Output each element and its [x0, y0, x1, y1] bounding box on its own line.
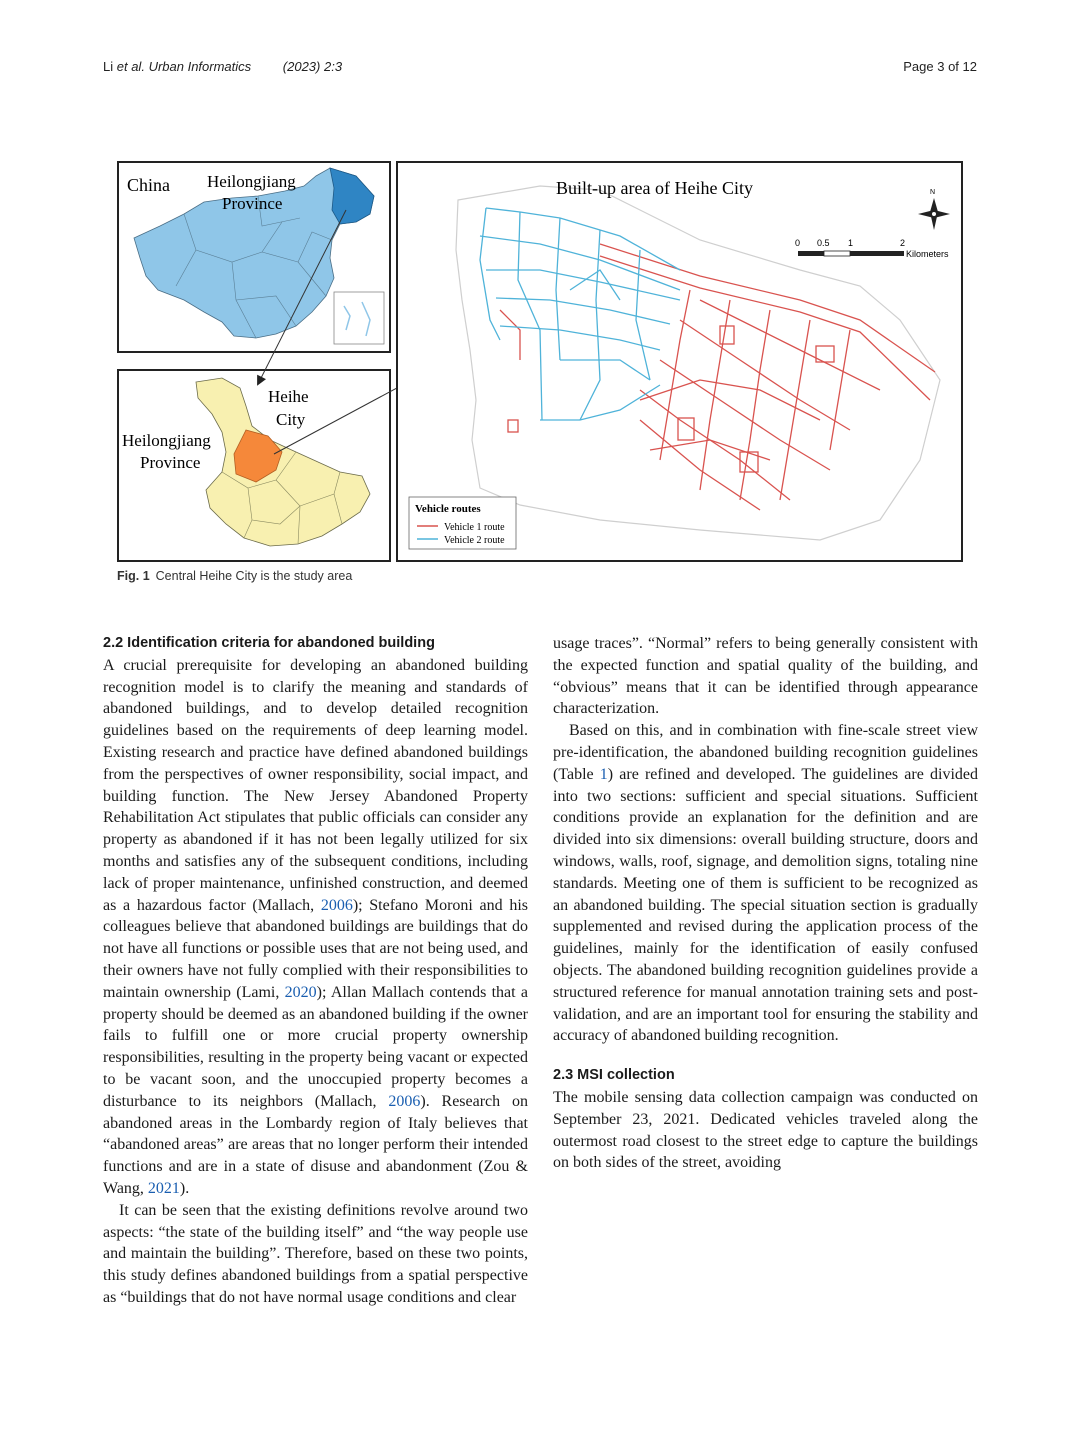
section-2-2-heading: 2.2 Identification criteria for abandoned building — [103, 635, 435, 651]
ref-link-zou-wang-2021[interactable]: 2021 — [147, 1179, 180, 1197]
legend-title: Vehicle routes — [415, 503, 481, 515]
heihe-city-label: City — [276, 410, 306, 429]
heihe-label: Heihe — [268, 387, 309, 406]
section-2-3-paragraph-1: The mobile sensing data collection campaign was conducted on September 23, 2021. Dedicated vehicles traveled along the outermost road closest to the street edge to capture the buildings on both sides of the street, avoiding — [553, 1088, 978, 1172]
scale-unit: Kilometers — [906, 249, 949, 259]
ref-link-lami-2020[interactable]: 2020 — [284, 983, 317, 1001]
figure-1-maps — [0, 0, 1080, 600]
builtup-title: Built-up area of Heihe City — [556, 178, 753, 198]
figure-label: Fig. 1 — [117, 569, 150, 583]
page-number: Page 3 of 12 — [903, 59, 977, 74]
running-header-citation: Li et al. Urban Informatics (2023) 2:3 — [103, 59, 343, 74]
scale-tick-0-5: 0.5 — [817, 238, 830, 248]
province-label-2: Province — [140, 453, 201, 472]
section-2-3-heading: 2.3 MSI collection — [553, 1067, 675, 1084]
scale-tick-1: 1 — [848, 238, 854, 248]
section-2-2-paragraph-2: It can be seen that the existing definitions revolve around two aspects: “the state of the building itself” and “the way people use and maintain the building”. Therefore, based on these two points, this study defines abandoned buildings from a spatial perspective as “buildings that do not have normal usage conditions and clear — [103, 1201, 528, 1306]
figure-caption — [117, 569, 352, 583]
north-label: N — [930, 189, 936, 196]
ref-link-mallach-2006-b[interactable]: 2006 — [388, 1092, 421, 1110]
scale-tick-2: 2 — [900, 238, 906, 248]
legend-item-vehicle-1: Vehicle 1 route — [444, 522, 505, 533]
ref-link-mallach-2006[interactable]: 2006 — [320, 896, 353, 914]
text-column-left — [103, 633, 528, 1309]
heilongjiang-province-label: Province — [222, 194, 283, 213]
text-column-right — [553, 633, 978, 1174]
section-2-2-paragraph-3: Based on this, and in combination with fine-scale street view pre-identification, the abandoned building recognition guidelines (Table 1) are refined and developed. The guidelines are divided into two sections: sufficient and special situations. Sufficient conditions provide an explanation for the definition and are divided into six dimensions: overall building structure, doors and windows, walls, roof, signage, and demolition signs, totaling nine standards. Meeting one of them is sufficient to be recognized as an abandoned building. The special situation section is gradually supplemented and revised during the application process of the guidelines, mainly for the identification of easily confused objects. The abandoned building recognition guidelines provide a structured reference for manual annotation training sets and post-validation, and are an important tool for ensuring the stability and accuracy of abandoned building recognition. — [553, 722, 978, 1045]
figure-caption-text: Central Heihe City is the study area — [155, 569, 353, 583]
china-label: China — [127, 175, 170, 195]
heilongjiang-label: Heilongjiang — [207, 172, 296, 191]
heilongjiang-label-2: Heilongjiang — [122, 431, 211, 450]
table-1-link[interactable]: 1 — [599, 765, 608, 783]
section-2-2-paragraph-2-continued: usage traces”. “Normal” refers to being generally consistent with the expected function and spatial quality of the building, and “obvious” means that it can be identified through appearance characterization. — [553, 635, 978, 718]
scale-tick-0: 0 — [795, 238, 801, 248]
south-china-sea-inset — [334, 292, 384, 344]
legend-item-vehicle-2: Vehicle 2 route — [444, 535, 505, 546]
section-2-2-paragraph-1: A crucial prerequisite for developing an abandoned building recognition model is to clarify the meaning and standards of abandoned buildings, and to develop detailed recognition guidelines based on the requirements of deep learning model. Existing research and practice have defined abandoned buildings from the perspectives of owner responsibility, social impact, and building function. The New Jersey Abandoned Property Rehabilitation Act stipulates that public officials can consider any property as abandoned if it has not been legally utilized for six months and satisfies any of the subsequent conditions, including lack of proper maintenance, unfinished construction, and deemed as a hazardous factor (Mallach, 2006); Stefano Moroni and his colleagues believe that abandoned buildings are buildings that do not have all functions or possible uses that are not being used, and their owners have not fully complied with their responsibilities to maintain ownership (Lami, 2020); Allan Mallach contends that a property should be deemed as an abandoned building if the owner fails to fulfill one or more crucial property ownership responsibilities, resulting in the property being vacant or expected to be vacant soon, and the unoccupied property becomes a disturbance to its neighbors (Mallach, 2006). Research on abandoned areas in the Lombardy region of Italy believes that “abandoned areas” are areas that no longer perform their intended functions and are in a state of disuse and abandonment (Zou & Wang, 2021). — [103, 656, 529, 1197]
